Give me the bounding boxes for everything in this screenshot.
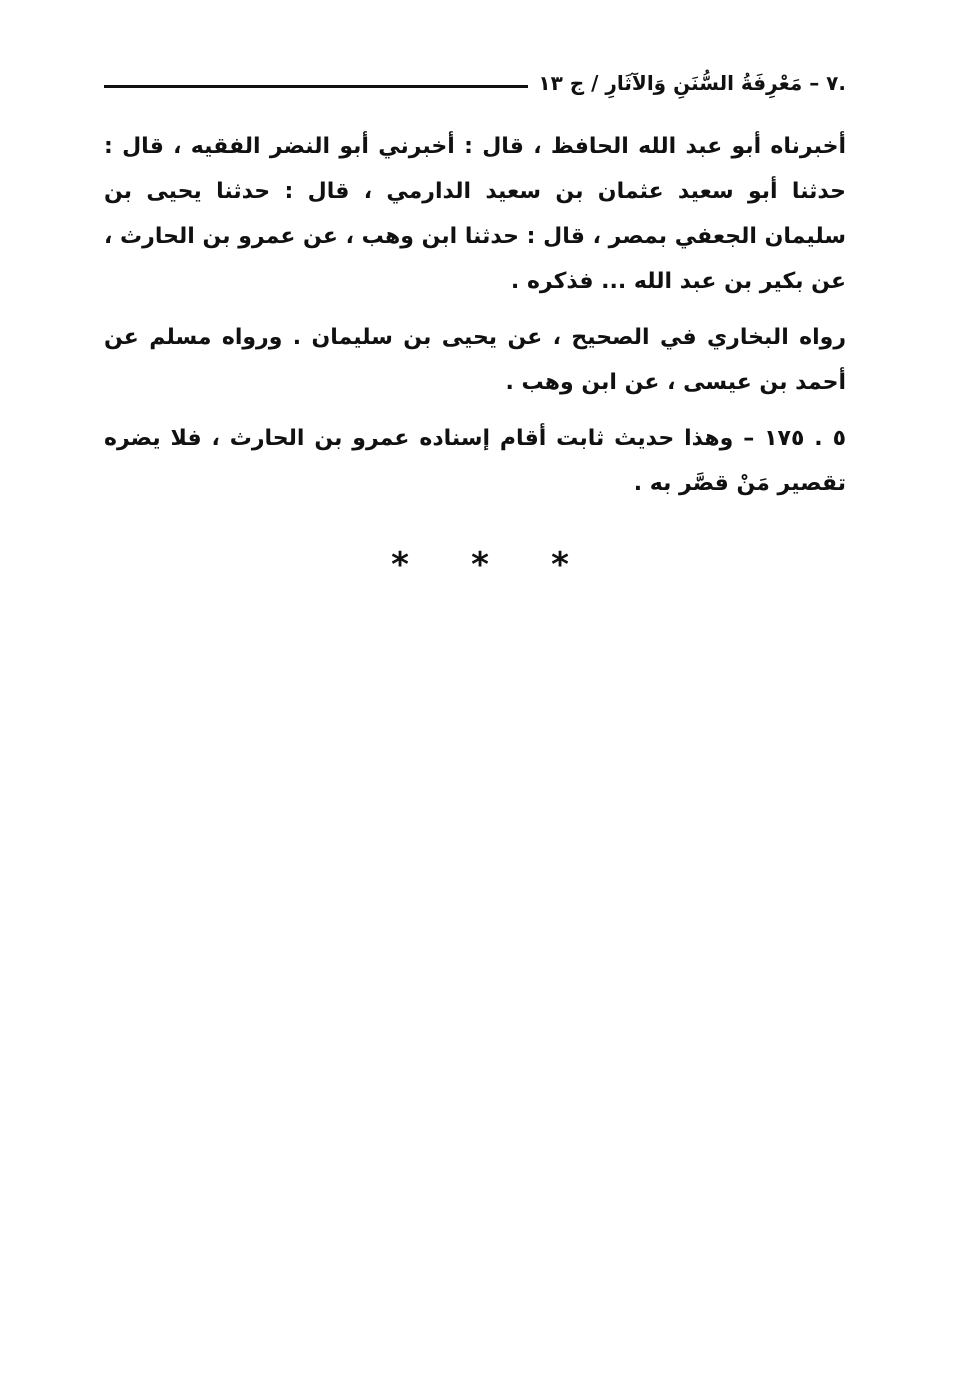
separator-star: * xyxy=(551,545,569,585)
section-separator xyxy=(380,545,580,585)
paragraph-isnad: أخبرناه أبو عبد الله الحافظ ، قال : أخبرني أبو النضر الفقيه ، قال : حدثنا أبو سعيد عثمان بن سعيد الدارمي ، قال : حدثنا يحيى بن سليمان الجعفي بمصر ، قال : حدثنا ابن وهب ، عن عمرو بن الحارث ، عن بكير بن عبد الله ... فذكره . xyxy=(104,134,846,294)
separator-star: * xyxy=(391,545,409,585)
header-rule xyxy=(104,85,528,88)
body-text xyxy=(104,124,846,517)
paragraph-takhrij: رواه البخاري في الصحيح ، عن يحيى بن سليمان . ورواه مسلم عن أحمد بن عيسى ، عن ابن وهب . xyxy=(104,325,846,395)
paragraph-numbered: ٥ . ١٧٥ – وهذا حديث ثابت أقام إسناده عمرو بن الحارث ، فلا يضره تقصير مَنْ قصَّر به . xyxy=(104,426,846,496)
header-title: .٧ – مَعْرِفَةُ السُّنَنِ وَالآثَارِ / ج ١٣ xyxy=(538,71,846,95)
separator-star: * xyxy=(471,545,489,585)
running-header xyxy=(104,66,846,100)
